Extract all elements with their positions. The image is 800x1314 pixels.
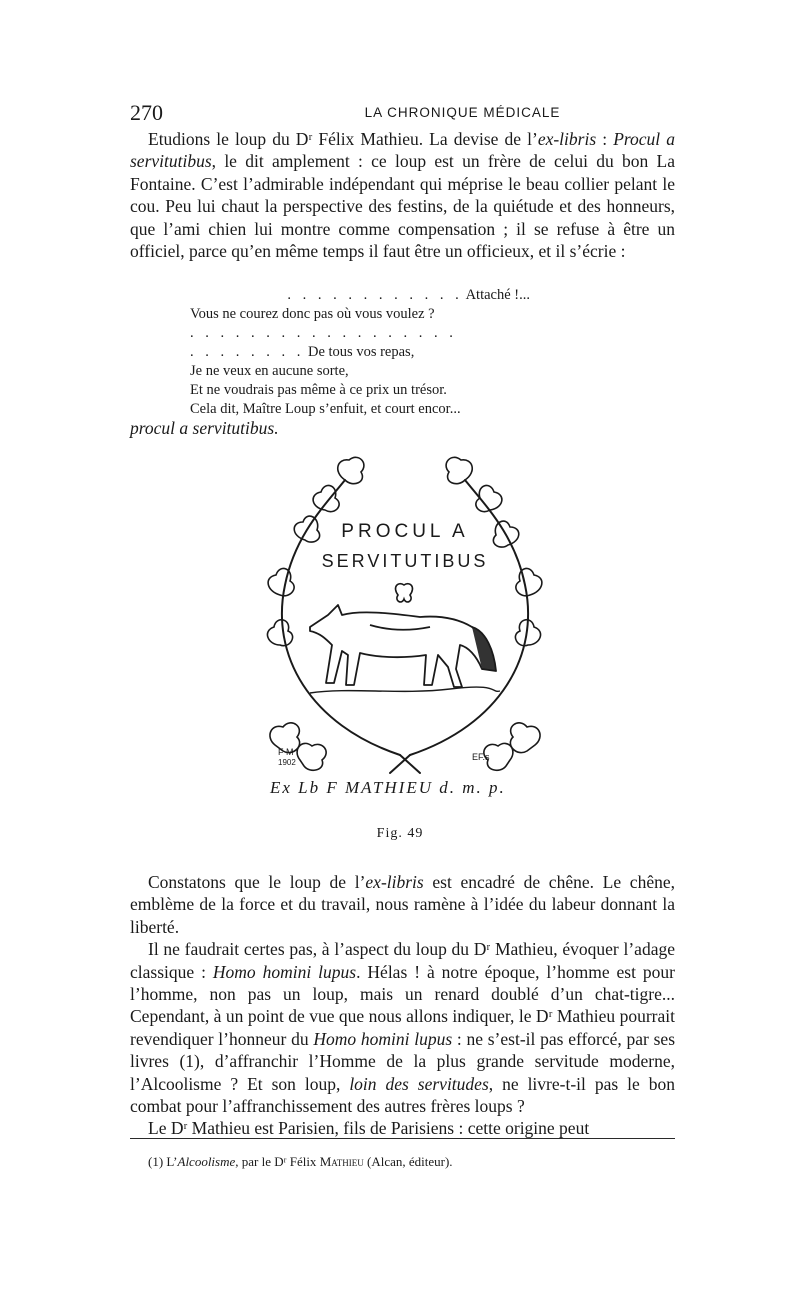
intro-paragraph [130, 128, 675, 262]
ex-libris-illustration [250, 455, 560, 810]
text-run: Etudions le loup du Dʳ Félix Mathieu. La devise de l’ [148, 129, 538, 149]
verse-line: Et ne voudrais pas même à ce prix un trésor. [190, 382, 447, 398]
verse-quotation [190, 286, 530, 419]
running-head: LA CHRONIQUE MÉDICALE [364, 105, 561, 120]
verse-ellipsis-line: . . . . . . . . . . . . . . . . . . [190, 325, 457, 341]
figure-caption: Fig. 49 [376, 826, 424, 841]
paragraph: Il ne faudrait certes pas, à l’aspect du loup du Dʳ Mathieu, évoquer l’adage classique : Homo homini lupus. Hélas ! à notre époque, l’homme est pour l’homme, non pas un loup, mais un renard doublé d’un chat-tigre... Cependant, à un point de vue que nous allons indiquer, le Dʳ Mathieu pourrait revendiquer l’honneur du Homo homini lupus : ne s’est-il pas efforcé, par ses livres (1), d’affranchir l’Homme de la plus grande servitude moderne, l’Alcoolisme ? Et son loup, loin des servitudes, ne livre-t-il pas le bon combat pour l’affranchissement des autres frères loups ? [130, 939, 675, 1117]
italic-term: ex-libris [537, 129, 597, 149]
paragraph: Le Dʳ Mathieu est Parisien, fils de Parisiens : cette origine peut [148, 1118, 590, 1139]
motto-line-1: PROCUL A [341, 521, 469, 542]
italic-motto: Procul a servitutibus [130, 129, 676, 172]
text-run: : [596, 129, 614, 149]
page-number: 270 [130, 100, 163, 125]
footnote: (1) L’Alcoolisme, par le Dʳ Félix Mathieu (Alcan, éditeur). [148, 1154, 453, 1169]
monogram-year: 1902 [278, 758, 296, 767]
text-run: , le dit amplement : ce loup est un frère de celui du bon La Fontaine. C’est l’admirable indépendant qui méprise le beau collier pelant le cou. Peu lui chaut la perspective des festins, de la quiétude et des honneurs, que l’ami chien lui montre comme compensation ; il se refuse à être un officiel, parce qu’en même temps il faut être un officieux, et il s’écrie : [130, 151, 675, 262]
oak-leaves [267, 457, 541, 770]
monogram-left: F M [278, 747, 294, 757]
ex-libris-signature: Ex Lb F MATHIEU d. m. p. [270, 778, 506, 797]
main-text [130, 871, 675, 1140]
page-header [130, 100, 675, 124]
monogram-right: EF.s [472, 752, 490, 762]
motto-line-2: SERVITUTIBUS [321, 551, 489, 571]
verse-line: Je ne veux en aucune sorte, [190, 363, 349, 379]
verse-line: Cela dit, Maître Loup s’enfuit, et court encor... [190, 401, 461, 417]
closing-motto: procul a servitutibus. [130, 418, 279, 438]
verse-line: . . . . . . . . De tous vos repas, [190, 344, 415, 360]
footnote-rule [130, 1138, 675, 1139]
verse-line: Vous ne courez donc pas où vous voulez ? [190, 306, 435, 322]
ex-libris-figure [250, 455, 560, 810]
wolf-drawing [310, 605, 496, 687]
ground-line [310, 687, 500, 693]
verse-line: . . . . . . . . . . . . Attaché !... [287, 287, 530, 303]
paragraph: Constatons que le loup de l’ex-libris est encadré de chêne. Le chêne, emblème de la force et du travail, nous ramène à l’idée du labeur donnant la liberté. [130, 872, 675, 937]
